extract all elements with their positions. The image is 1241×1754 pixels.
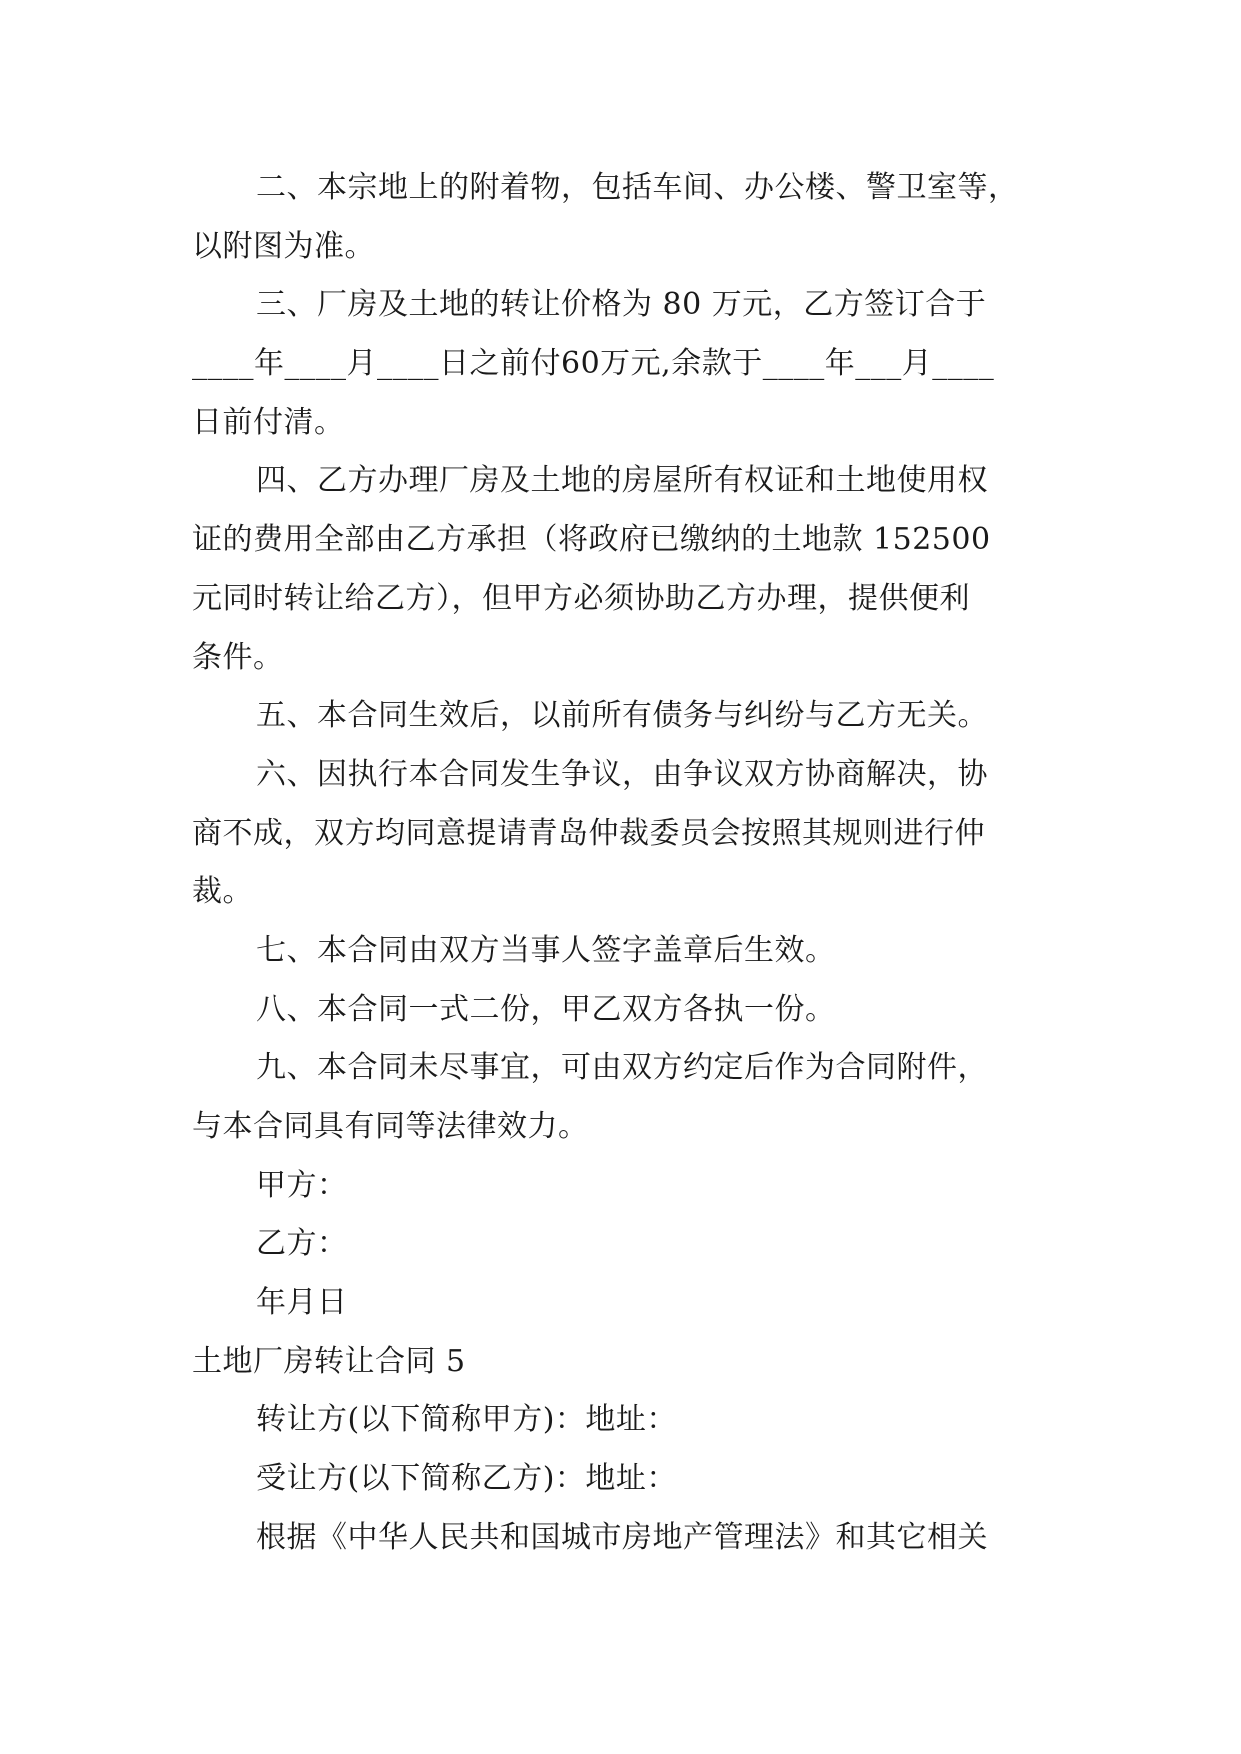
clause-5-line-1: 五、本合同生效后，以前所有债务与纠纷与乙方无关。 [256, 698, 988, 734]
clause-7-line-1: 七、本合同由双方当事人签字盖章后生效。 [256, 932, 836, 968]
clause-2-line-1: 二、本宗地上的附着物，包括车间、办公楼、警卫室等， [256, 170, 1019, 205]
clause-3-line-3: 日前付清。 [192, 404, 345, 440]
clause-6-line-2: 商不成，双方均同意提请青岛仲裁委员会按照其规则进行仲 [192, 815, 985, 851]
clause-2-line-2: 以附图为准。 [192, 228, 375, 264]
clause-8-line-1: 八、本合同一式二份，甲乙双方各执一份。 [256, 991, 836, 1027]
date-label: 年月日 [256, 1285, 348, 1321]
clause-3-line-2: ____年____月____日之前付60万元,余款于____年___月____ [192, 346, 995, 382]
clause-4-line-4: 条件。 [192, 639, 284, 675]
clause-4-line-1: 四、乙方办理厂房及土地的房屋所有权证和土地使用权 [256, 463, 988, 499]
preamble-line-1: 根据《中华人民共和国城市房地产管理法》和其它相关 [256, 1519, 988, 1555]
party-a-signature-label: 甲方： [256, 1167, 348, 1203]
clause-6-line-1: 六、因执行本合同发生争议，由争议双方协商解决，协 [256, 756, 988, 792]
clause-4-line-3: 元同时转让给乙方），但甲方必须协助乙方办理，提供便利 [192, 580, 970, 616]
clause-3-line-1: 三、厂房及土地的转让价格为 80 万元，乙方签订合于 [256, 287, 987, 323]
contract-5-title: 土地厂房转让合同 5 [192, 1343, 466, 1379]
clause-6-line-3: 裁。 [192, 874, 253, 910]
transferor-line: 转让方(以下简称甲方)：地址： [256, 1402, 677, 1438]
clause-4-line-2: 证的费用全部由乙方承担（将政府已缴纳的土地款 152500 [192, 522, 991, 558]
party-b-signature-label: 乙方： [256, 1226, 348, 1262]
clause-9-line-1: 九、本合同未尽事宜，可由双方约定后作为合同附件， [256, 1050, 988, 1086]
document-body [192, 159, 1062, 1568]
transferee-line: 受让方(以下简称乙方)：地址： [256, 1461, 677, 1497]
clause-9-line-2: 与本合同具有同等法律效力。 [192, 1109, 589, 1144]
